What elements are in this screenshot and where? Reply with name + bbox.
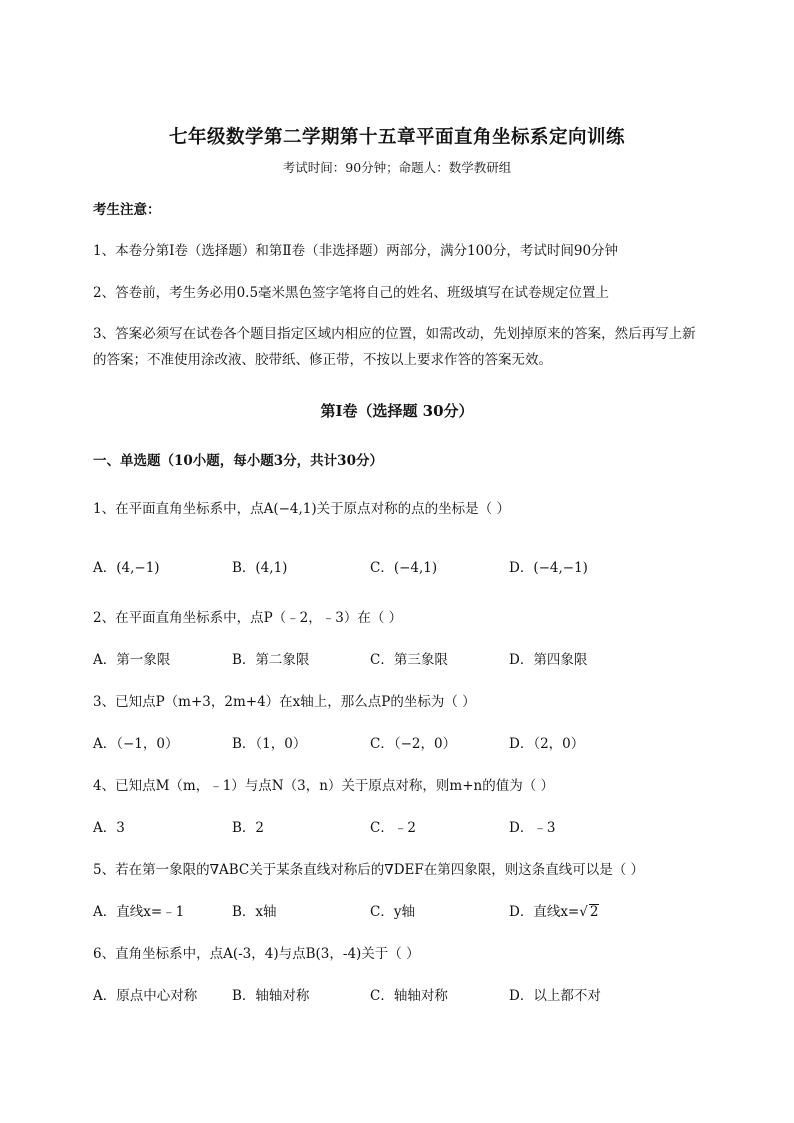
question-6-stem: 6、直角坐标系中，点A(-3，4)与点B(3，-4)关于（ ） [93,946,420,962]
question-2-option-b[interactable]: B．第二象限 [232,652,310,668]
question-6-option-b[interactable]: B．轴轴对称 [232,988,310,1004]
question-5-option-c[interactable]: C．y轴 [370,904,415,920]
notice-item-1: 1、本卷分第I卷（选择题）和第Ⅱ卷（非选择题）两部分，满分100分，考试时间90分钟 [93,243,619,259]
sqrt-radicand: 2 [589,904,599,920]
question-4-stem: 4、已知点M（m，﹣1）与点N（3，n）关于原点对称，则m+n的值为（ ） [93,778,554,794]
question-1-option-a[interactable]: A．(4,−1) [93,560,160,576]
question-4-option-a[interactable]: A．3 [93,820,125,836]
question-4-option-c[interactable]: C．﹣2 [370,820,416,836]
question-1-option-d[interactable]: D．(−4,−1) [509,560,588,576]
question-5-options [93,903,653,921]
question-1-options [93,559,653,577]
question-4-option-d[interactable]: D．﹣3 [509,820,556,836]
notice-item-2: 2、答卷前，考生务必用0.5毫米黑色签字笔将自己的姓名、班级填写在试卷规定位置上 [93,285,610,301]
sqrt-symbol: √ [579,904,588,920]
question-5-option-d-text: D．直线x= [509,904,580,920]
notice-heading: 考生注意： [93,202,161,218]
notice-item-3: 3、答案必须写在试卷各个题目指定区域内相应的位置，如需改动，先划掉原来的答案，然后再写上新的答案；不准使用涂改液、胶带纸、修正带，不按以上要求作答的答案无效。 [93,326,696,368]
question-5-option-b[interactable]: B．x轴 [232,904,277,920]
question-2-option-c[interactable]: C．第三象限 [370,652,448,668]
question-1-stem: 1、在平面直角坐标系中，点A(−4,1)关于原点对称的点的坐标是（ ） [93,501,510,517]
question-2-options [93,651,653,669]
question-6-option-d[interactable]: D．以上都不对 [509,988,601,1004]
question-3-option-b[interactable]: B．（1，0） [232,736,307,752]
question-6-option-a[interactable]: A．原点中心对称 [93,988,198,1004]
question-3-options [93,735,653,753]
question-5-stem: 5、若在第一象限的∇ABC关于某条直线对称后的∇DEF在第四象限，则这条直线可以是（ ） [93,862,645,878]
page-title: 七年级数学第二学期第十五章平面直角坐标系定向训练 [168,127,625,148]
question-2-option-a[interactable]: A．第一象限 [93,652,171,668]
question-6-option-c[interactable]: C．轴轴对称 [370,988,448,1004]
question-5-option-d[interactable] [509,903,599,921]
section-title: 第I卷（选择题 30分） [320,402,474,420]
question-3-option-d[interactable]: D．（2，0） [509,736,585,752]
question-1-option-b[interactable]: B．(4,1) [232,560,288,576]
question-4-option-b[interactable]: B．2 [232,820,265,836]
question-3-stem: 3、已知点P（m+3，2m+4）在x轴上，那么点P的坐标为（ ） [93,694,476,710]
question-1-option-c[interactable]: C．(−4,1) [370,560,438,576]
question-5-option-a[interactable]: A．直线x=﹣1 [93,904,185,920]
part-heading: 一、单选题（10小题，每小题3分，共计30分） [93,453,383,469]
page-subtitle: 考试时间：90分钟；命题人：数学教研组 [282,160,512,175]
question-2-stem: 2、在平面直角坐标系中，点P（﹣2，﹣3）在（ ） [93,610,403,626]
question-4-options [93,819,653,837]
question-3-option-a[interactable]: A．（−1，0） [93,736,179,752]
question-2-option-d[interactable]: D．第四象限 [509,652,588,668]
question-6-options [93,987,653,1005]
question-3-option-c[interactable]: C．（−2，0） [370,736,457,752]
